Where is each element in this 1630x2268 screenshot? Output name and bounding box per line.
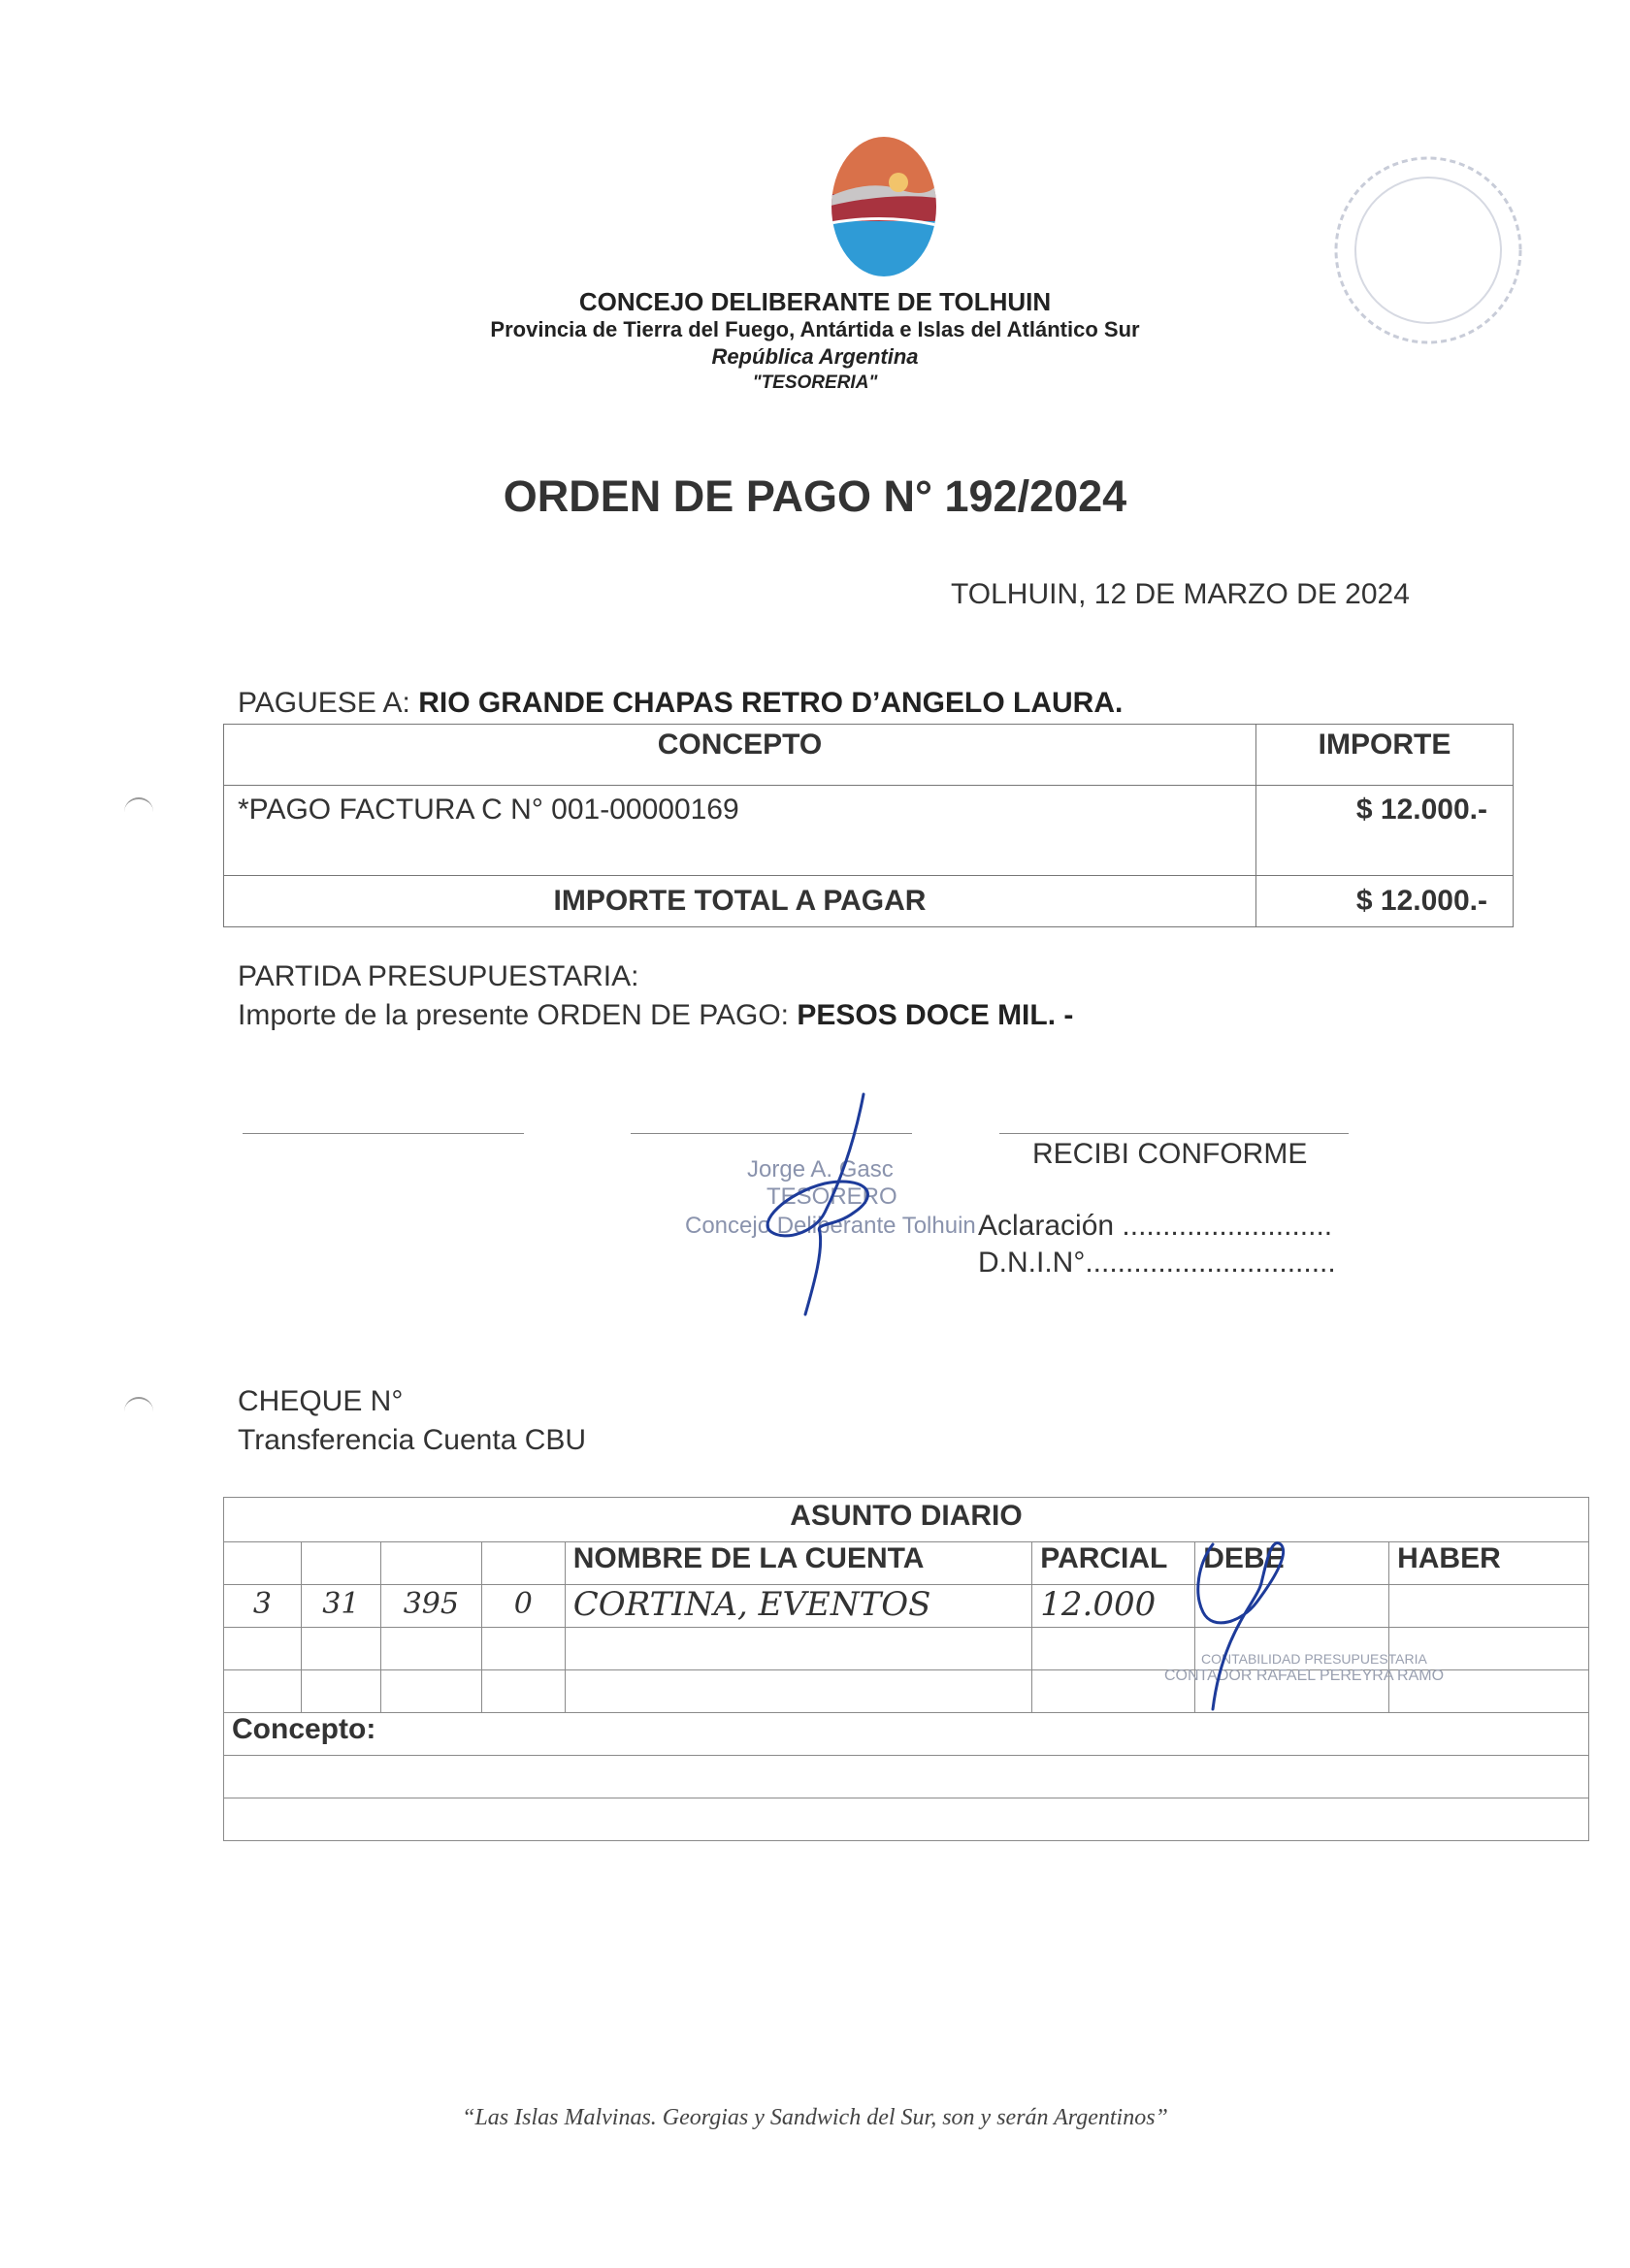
code-col-2	[301, 1542, 380, 1585]
code-col-3	[380, 1542, 481, 1585]
handwritten-code-2: 31	[301, 1585, 380, 1628]
signature-line	[243, 1133, 524, 1134]
accounting-stamp-line1: CONTABILIDAD PRESUPUESTARIA	[1201, 1651, 1427, 1667]
received-label: RECIBI CONFORME	[1032, 1138, 1308, 1170]
journal-concept-row	[224, 1713, 1589, 1756]
treasurer-signature	[747, 1086, 922, 1319]
credit-cell	[1389, 1585, 1589, 1628]
col-partial: PARCIAL	[1032, 1542, 1195, 1585]
footer-motto: “Las Islas Malvinas. Georgias y Sandwich del Sur, son y serán Argentinos”	[462, 2105, 1168, 2130]
margin-mark	[124, 1397, 153, 1414]
accounting-stamp-line2: CONTADOR RAFAEL PEREYRA RAMO	[1164, 1668, 1445, 1684]
col-account-name: NOMBRE DE LA CUENTA	[565, 1542, 1032, 1585]
table-row	[224, 1798, 1589, 1841]
document-title: ORDEN DE PAGO N° 192/2024	[503, 471, 1127, 521]
council-logo	[831, 136, 937, 277]
amount-in-words	[238, 999, 1073, 1032]
concept-cell: *PAGO FACTURA C N° 001-00000169	[224, 786, 1256, 876]
journal-concept-label: Concepto:	[224, 1713, 1589, 1756]
table-row	[224, 1585, 1589, 1628]
journal-header-row	[224, 1542, 1589, 1585]
amount-prefix: Importe de la presente ORDEN DE PAGO:	[238, 999, 789, 1031]
total-row	[224, 876, 1514, 927]
handwritten-code-1: 3	[224, 1585, 302, 1628]
republic-line: República Argentina	[711, 344, 919, 369]
treasurer-stamp-name: Jorge A. Gasc	[747, 1156, 894, 1183]
accountant-signature	[1184, 1525, 1310, 1719]
col-credit: HABER	[1389, 1542, 1589, 1585]
handwritten-partial: 12.000	[1032, 1585, 1195, 1628]
clarification-field: Aclaración ..........................	[978, 1210, 1333, 1242]
org-name: CONCEJO DELIBERANTE DE TOLHUIN	[578, 287, 1052, 316]
handwritten-code-3: 395	[380, 1585, 481, 1628]
handwritten-code-4: 0	[481, 1585, 565, 1628]
code-col-1	[224, 1542, 302, 1585]
handwritten-account: CORTINA, EVENTOS	[565, 1585, 1032, 1628]
table-row	[224, 786, 1514, 876]
col-concept: CONCEPTO	[224, 725, 1256, 786]
total-label: IMPORTE TOTAL A PAGAR	[224, 876, 1256, 927]
department-line: "TESORERIA"	[752, 373, 878, 393]
amount-cell: $ 12.000.-	[1256, 786, 1514, 876]
code-col-4	[481, 1542, 565, 1585]
journal-title-row	[224, 1498, 1589, 1542]
payee-name: RIO GRANDE CHAPAS RETRO D’ANGELO LAURA.	[418, 687, 1124, 719]
treasurer-stamp-role: TESORERO	[766, 1183, 897, 1210]
payee-line	[238, 687, 1123, 720]
journal-title: ASUNTO DIARIO	[224, 1498, 1589, 1542]
budget-label: PARTIDA PRESUPUESTARIA:	[238, 960, 639, 992]
place-date: TOLHUIN, 12 DE MARZO DE 2024	[951, 578, 1410, 610]
treasurer-stamp-org: Concejo Deliberante Tolhuin	[685, 1213, 976, 1239]
table-row	[224, 1756, 1589, 1798]
concept-table	[223, 724, 1514, 927]
amount-words: PESOS DOCE MIL. -	[797, 999, 1074, 1031]
province-line: Provincia de Tierra del Fuego, Antártida e Islas del Atlántico Sur	[490, 317, 1140, 341]
faint-seal-stamp	[1321, 144, 1525, 367]
col-amount: IMPORTE	[1256, 725, 1514, 786]
col-debit: DEBE	[1195, 1542, 1389, 1585]
dni-field: D.N.I.N°...............................	[978, 1247, 1336, 1279]
transfer-label: Transferencia Cuenta CBU	[238, 1424, 587, 1456]
cheque-label: CHEQUE N°	[238, 1385, 404, 1417]
margin-mark	[124, 797, 153, 815]
concept-table-header	[224, 725, 1514, 786]
total-amount: $ 12.000.-	[1256, 876, 1514, 927]
payee-label: PAGUESE A:	[238, 687, 410, 719]
signature-line	[999, 1133, 1349, 1134]
